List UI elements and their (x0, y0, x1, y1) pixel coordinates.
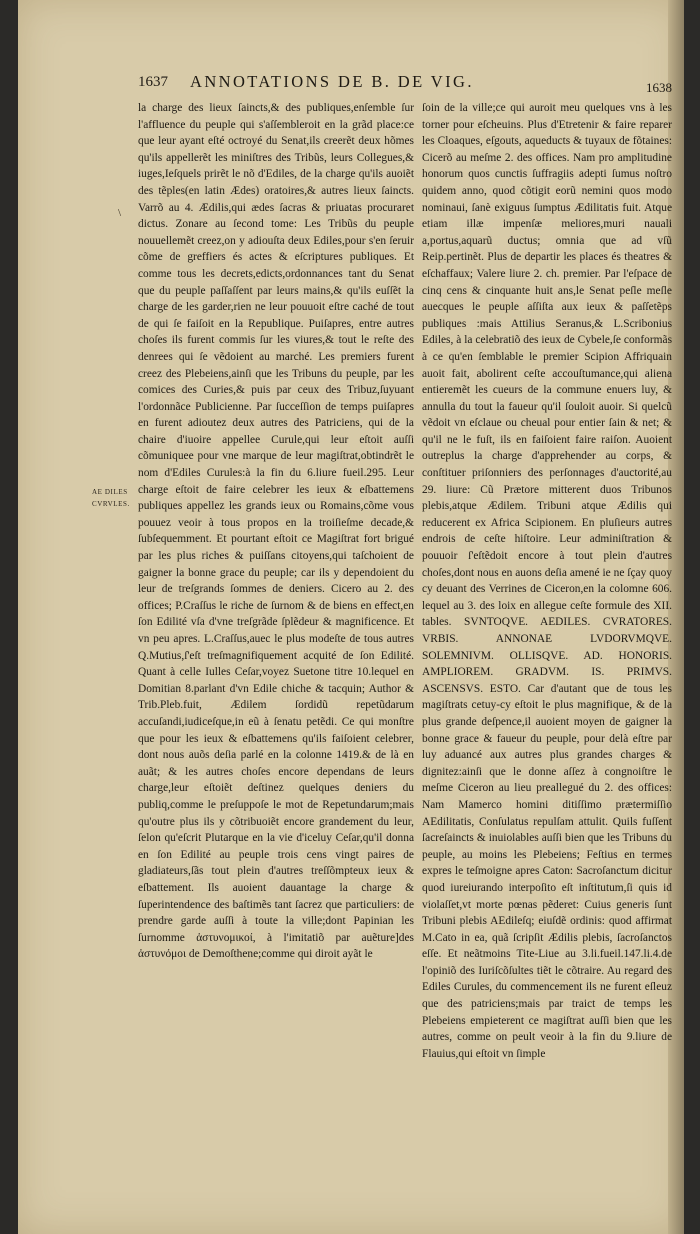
margin-note-line: CVRVLES. (92, 500, 130, 508)
left-column (138, 100, 414, 963)
margin-mark: \ (118, 207, 122, 219)
right-column (422, 100, 672, 1062)
book-page (18, 0, 684, 1234)
page-header (138, 72, 672, 96)
page-number-left: 1637 (138, 74, 168, 90)
right-column-text: ſoin de la ville;ce qui auroit meu quelques vns à les torner pour eſcheuins. Plus d'Etretenir & faire reparer les Cloaques, eſgouts, aqueducts & tuyaux de fõtaines: Cicerõ au meſme 2. des offices. Nam pro amplitudine honorum quos cunctis ſuffragiis adepti ſumus noſtro quidem anno, quod cõtigit eorũ nemini quos modo nominaui, ſanè exiguus ſumptus Ædilitatis fuit. Atque etiam illæ impenſæ meliores,muri nauali a,portus,aquarũ ductus; omnia que ad vſũ Reip.pertinẽt. Plus de departir les places és theatres & eſchaffaux; Valere liure 2. ch. premier. Par l'eſpace de cinq cens & cinquante huit ans,le Senat peſle meſle auecques le peuple aſſiſta aux ieux & paſſetẽps publiques :mais Attilius Seranus,& L.Scribonius Ediles, à la celebratiõ des ieux de Cybele,ſe conformãs à ce qu'en ſemblable le premier Scipion Affriquain auoit fait, abolirent ceſte accouſtumance,qui aliena entieremẽt les cueurs de la commune enuers luy, & annulla du tout la faueur qu'il ſouloit auoir. Si quelcũ vẽdoit vn eſclaue ou cheual pour entier ſain & net; & qu'il ne le fuſt, ils en faiſoient faire raiſon. Auoient outreplus la charge d'apprehender au corps, & conſtituer priſonniers des perſonnages d'auctorité,au 29. liure: Cũ Prætore mitterent duos Tribunos plebis,atque Ædilem. Tribuni atque Ædilis qui reducerent ex Africa Scipionem. En pluſieurs autres endrois de ceſte hiſtoire. Leur adminiſtration & pouuoir ſ'eſtẽdoit encore à tout plein d'autres choſes,dont nous en auons deſia amené ie ne ſçay quoy cy deuant des Verrines de Ciceron,en la colomne 606. lequel au 3. des loix en allegue ceſte formule des XII. tables. SVNTOQVE. AEDILES. CVRATORES. VRBIS. ANNONAE LVDORVMQVE. SOLEMNIVM. OLLISQVE. AD. HONORIS. AMPLIOREM. GRADVM. IS. PRIMVS. ASCENSVS. ESTO. Car d'autant que de tous les magiſtrats cetuy-cy eſtoit le plus magnifique, & de la plus grande deſpence,il auoient moyen de gaigner la bonne grace & faueur du peuple, pour delà eſtre par luy aduancé aux autres plus grandes charges & dignitez:ainſi que le donne aſſez à congnoiſtre le meſme Ciceron au lieu preallegué du 2. des offices: Nam Mamerco homini ditiſſimo prætermiſſio AEdilitatis, Conſulatus repulſam attulit. Quils fuſſent ſacreſaincts & inuiolables auſſi bien que les Tribuns du peuple, au moins les Plebeiens; Feſtius en termes expres le teſmoigne apres Caton: Sacroſanctum dicitur quod iureiurando interpoſito eſt inſtitutum,ſi quis id violaſſet,vt morte pœnas pẽderet: Cuius generis ſunt Tribuni plebis AEdileſq; eiuſdẽ ordinis: quod affirmat M.Cato in ea, quã ſcripſit Ædilis plebis, ſacroſanctos eſſe. Et neãtmoins Tite-Liue au 3.li.fueil.147.li.4.de l'opiniõ des Iuriſcõſultes tiẽt le cõtraire. Au regard des Ediles Curules, du commencement ils ne furent eſleuz que des patriciens;mais par traict de temps les Plebeiens empieterent ce magiſtrat auſſi bien que les autres, comme on peult veoir à la fin du 9.liure de Flauius,qui eſtoit vn ſimple (422, 102, 672, 1060)
left-column-text: la charge des lieux ſaincts,& des publiques,enſemble ſur l'affluence du peuple qui s'aſſembleroit en la grãd place:ce que leur ayant eſté octroyé du Senat,ils creerẽt deux hõmes qu'ils appellerẽt les miniſtres des Tribũs, leurs Collegues,& iuges,Ieſquels prirẽt le nõ d'Ediles, de la charge qu'ils auoiẽt des tẽples(en latin Ædes) oratoires,& autres lieux ſaincts. Varrõ au 4. Ædilis,qui ædes ſacras & priuatas procuraret dictus. Zonare au ſecond tome: Les Tribũs du peuple nouuellemẽt creez,on y adiouſta deux Ediles,pour s'en ſeruir cõme de greffiers és actes & eſcriptures publiques. Et comme tous les decrets,edicts,ordonnances tant du Senat que du peuple paſſaſſent par leurs mains,& qu'ils euſſẽt la charge de les garder,rien ne leur pouuoit eſtre caché de tout de qui ſe faiſoit en la Republique. Puiſapres, entre autres choſes ils furent commis ſur les viures,& tout le reſte des denrees qui ſe vẽdoient au marché. Les premiers furent creez des Plebeiens,ainſi que les Tribuns du peuple, par les comices des Curies,& puis par ceux des Tribuz,ſuyuant l'ordonnãce Publicienne. Par ſucceſſion de temps puiſapres en furent adioutez deux autres des Patriciens, qui de la chaire d'iuoire appellee Curule,qui leur eſtoit auſſi cõmuniquee pour vne marque de leur magiſtrat,obtindrẽt le nom d'Ediles Curules:à la fin du 6.liure fueil.295. Leur charge eſtoit de faire celebrer les ieux & eſbattemens publiques appellez les grands ieux ou Romains,cõme vous pouuez veoir à tous propos en la troiſieſme decade,& ſubſequemment. Et pourtant eſtoit ce Magiſtrat fort brigué par les plus riches & puiſſans citoyens,qui taſchoient de gaigner la bonne grace du peuple; car ils y dependoient du leur de treſgrands ſommes de deniers. Cicero au 2. des offices; P.Craſſus le riche de ſurnom & de biens en effect,en ſon Edilité vſa d'vne treſgrãde ſplẽdeur & magnificence. Et vn peu apres. L.Craſſus,auec le plus modeſte de tous autres Q.Mutius,ſ'eſt treſmagnifiquement acquité de ſon Edilité. Quant à celle Iulles Ceſar,voyez Suetone titre 10.lequel en Domitian 8.parlant d'vn Edile chiche & tacquin; Author & Trib.Pleb.fuit, Ædilem ſordidũ repetũdarum accuſandi,iudiceſque,in eũ à ſenatu petẽdi. Ce qui monſtre que pour les ieux & eſbattemens qu'ils faiſoient celebrer, dont nous auõs deſia parlé en la colonne 1419.& de là en auãt; & les autres choſes encore dependans de leurs charge,leur eſtoiẽt deſtinez quelques deniers du publiq,comme le preſuppoſe le mot de Repetundarum;mais qu'outre plus ils y cõtribuoiẽt encore grandement du leur, ſelon qu'eſcrit Plutarque en la vie d'iceluy Ceſar,qu'il donna en ſon Edilité au peuple trois cens vingt paires de gladiateurs,ſãs tout plein d'autres treſſõmpteux ieux & eſbattement. Ils auoient dauantage la charge & ſuperintendence des baſtimẽs tant ſacrez que particuliers: de prendre garde auſſi à toute la ville;dont Papinian les ſurnomme ἀστυνομικοί, à l'imitatiõ par auẽture]des ἀστυνόμοι de Demoſthene;comme qui diroit ayãt le (138, 102, 414, 961)
page-number-right: 1638 (646, 80, 672, 95)
margin-note-line: AE DILES (92, 488, 128, 496)
running-title: ANNOTATIONS DE B. DE VIG. (190, 72, 474, 91)
margin-note (92, 486, 140, 510)
